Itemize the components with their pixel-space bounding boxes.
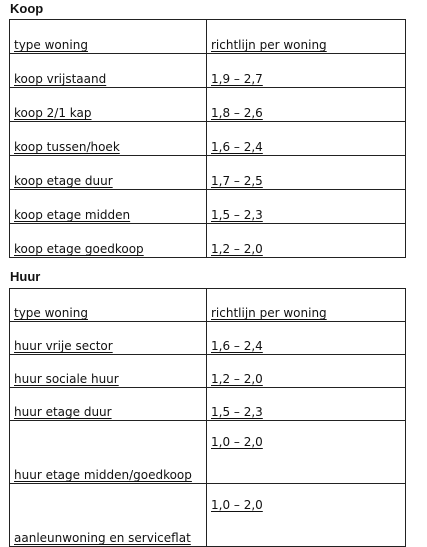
table-row: [10, 388, 406, 421]
cell-type: koop etage duur: [10, 156, 207, 190]
cell-value: 1,2 – 2,0: [207, 224, 406, 258]
column-header-type: type woning: [10, 20, 207, 54]
table-header-row: [10, 289, 406, 322]
table-row: [10, 484, 406, 547]
cell-value: 1,0 – 2,0: [207, 484, 406, 547]
table-row: [10, 156, 406, 190]
table-row: [10, 355, 406, 388]
cell-type: koop etage goedkoop: [10, 224, 207, 258]
cell-value: 1,5 – 2,3: [207, 388, 406, 421]
huur-table: [9, 288, 406, 547]
cell-value: 1,8 – 2,6: [207, 88, 406, 122]
cell-value: 1,6 – 2,4: [207, 322, 406, 355]
huur-section-title: Huur: [10, 269, 41, 284]
cell-value: 1,2 – 2,0: [207, 355, 406, 388]
cell-value: 1,5 – 2,3: [207, 190, 406, 224]
table-row: [10, 122, 406, 156]
table-header-row: [10, 20, 406, 54]
table-row: [10, 54, 406, 88]
cell-type: koop 2/1 kap: [10, 88, 207, 122]
cell-value: 1,0 – 2,0: [207, 421, 406, 484]
table-row: [10, 88, 406, 122]
cell-type: huur vrije sector: [10, 322, 207, 355]
cell-value: 1,7 – 2,5: [207, 156, 406, 190]
table-row: [10, 322, 406, 355]
table-row: [10, 421, 406, 484]
cell-value: 1,9 – 2,7: [207, 54, 406, 88]
cell-type: koop etage midden: [10, 190, 207, 224]
cell-type: huur etage midden/goedkoop: [10, 421, 207, 484]
cell-type: aanleunwoning en serviceflat: [10, 484, 207, 547]
column-header-value: richtlijn per woning: [207, 289, 406, 322]
koop-table: [9, 19, 406, 258]
cell-type: koop vrijstaand: [10, 54, 207, 88]
koop-section-title: Koop: [10, 1, 44, 16]
table-row: [10, 190, 406, 224]
column-header-type: type woning: [10, 289, 207, 322]
cell-type: huur sociale huur: [10, 355, 207, 388]
cell-type: huur etage duur: [10, 388, 207, 421]
column-header-value: richtlijn per woning: [207, 20, 406, 54]
table-row: [10, 224, 406, 258]
cell-value: 1,6 – 2,4: [207, 122, 406, 156]
cell-type: koop tussen/hoek: [10, 122, 207, 156]
